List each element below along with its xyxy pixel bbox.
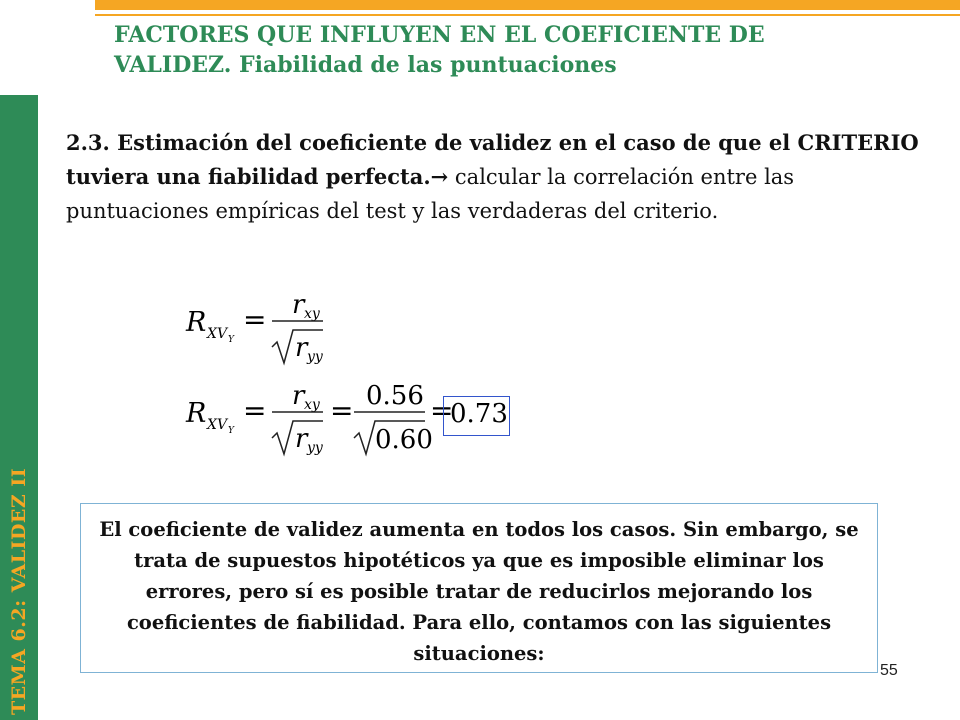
formula2-numerator: r xyxy=(292,382,305,411)
formula2-num-value: 0.56 xyxy=(366,382,424,411)
section-text xyxy=(66,126,926,228)
note-box: El coeficiente de validez aumenta en todos los casos. Sin embargo, se trata de supuestos hipotéticos ya que es imposible eliminar los errores, pero sí es posible tratar de reducirlos mejorando los coeficientes de fiabilidad. Para ello, contamos con las siguientes situaciones: xyxy=(80,503,878,673)
title-line-1: FACTORES QUE INFLUYEN EN EL COEFICIENTE DE xyxy=(114,22,765,48)
formula2-denominator-sub: yy xyxy=(307,440,323,456)
formula-lhs-sub: XV xyxy=(207,326,228,342)
slide-title xyxy=(114,20,914,80)
section-body: calcular la correlación entre las puntuaciones empíricas del test y las verdaderas del criterio. xyxy=(66,165,795,223)
formula2-numerator-sub: xy xyxy=(304,397,320,413)
section-heading: 2.3. Estimación del coeficiente de validez en el caso de que el CRITERIO tuviera una fiabilidad perfecta. xyxy=(66,130,919,189)
formula-definition xyxy=(180,280,380,375)
arrow-icon: → xyxy=(430,164,449,189)
formula2-equals-2: = xyxy=(330,394,354,427)
formula-lhs: R xyxy=(186,307,207,338)
formula2-equals-3: = xyxy=(430,394,454,427)
formula2-lhs: R xyxy=(186,398,207,429)
page-number: 55 xyxy=(880,662,898,679)
side-label: TEMA 6.2: VALIDEZ II xyxy=(8,467,30,715)
formula2-lhs-sub: XV xyxy=(207,417,228,433)
formula-numerator-sub: xy xyxy=(304,306,320,322)
title-line-2: VALIDEZ. Fiabilidad de las puntuaciones xyxy=(114,52,617,78)
formula-lhs-subsub: Y xyxy=(228,335,234,345)
formula2-result: 0.73 xyxy=(450,399,508,429)
result-highlight-box xyxy=(443,396,510,436)
formula-numerator: r xyxy=(292,290,305,320)
formula2-equals-1: = xyxy=(243,394,267,427)
formula2-lhs-subsub: Y xyxy=(228,426,234,436)
formula-equals: = xyxy=(243,303,267,336)
top-accent-line xyxy=(95,14,960,16)
formula2-den-value: 0.60 xyxy=(375,425,433,455)
formula-denominator-sub: yy xyxy=(307,349,323,365)
formula-denominator: r xyxy=(295,333,308,363)
top-accent-bar xyxy=(95,0,960,10)
formula2-denominator: r xyxy=(295,424,308,454)
